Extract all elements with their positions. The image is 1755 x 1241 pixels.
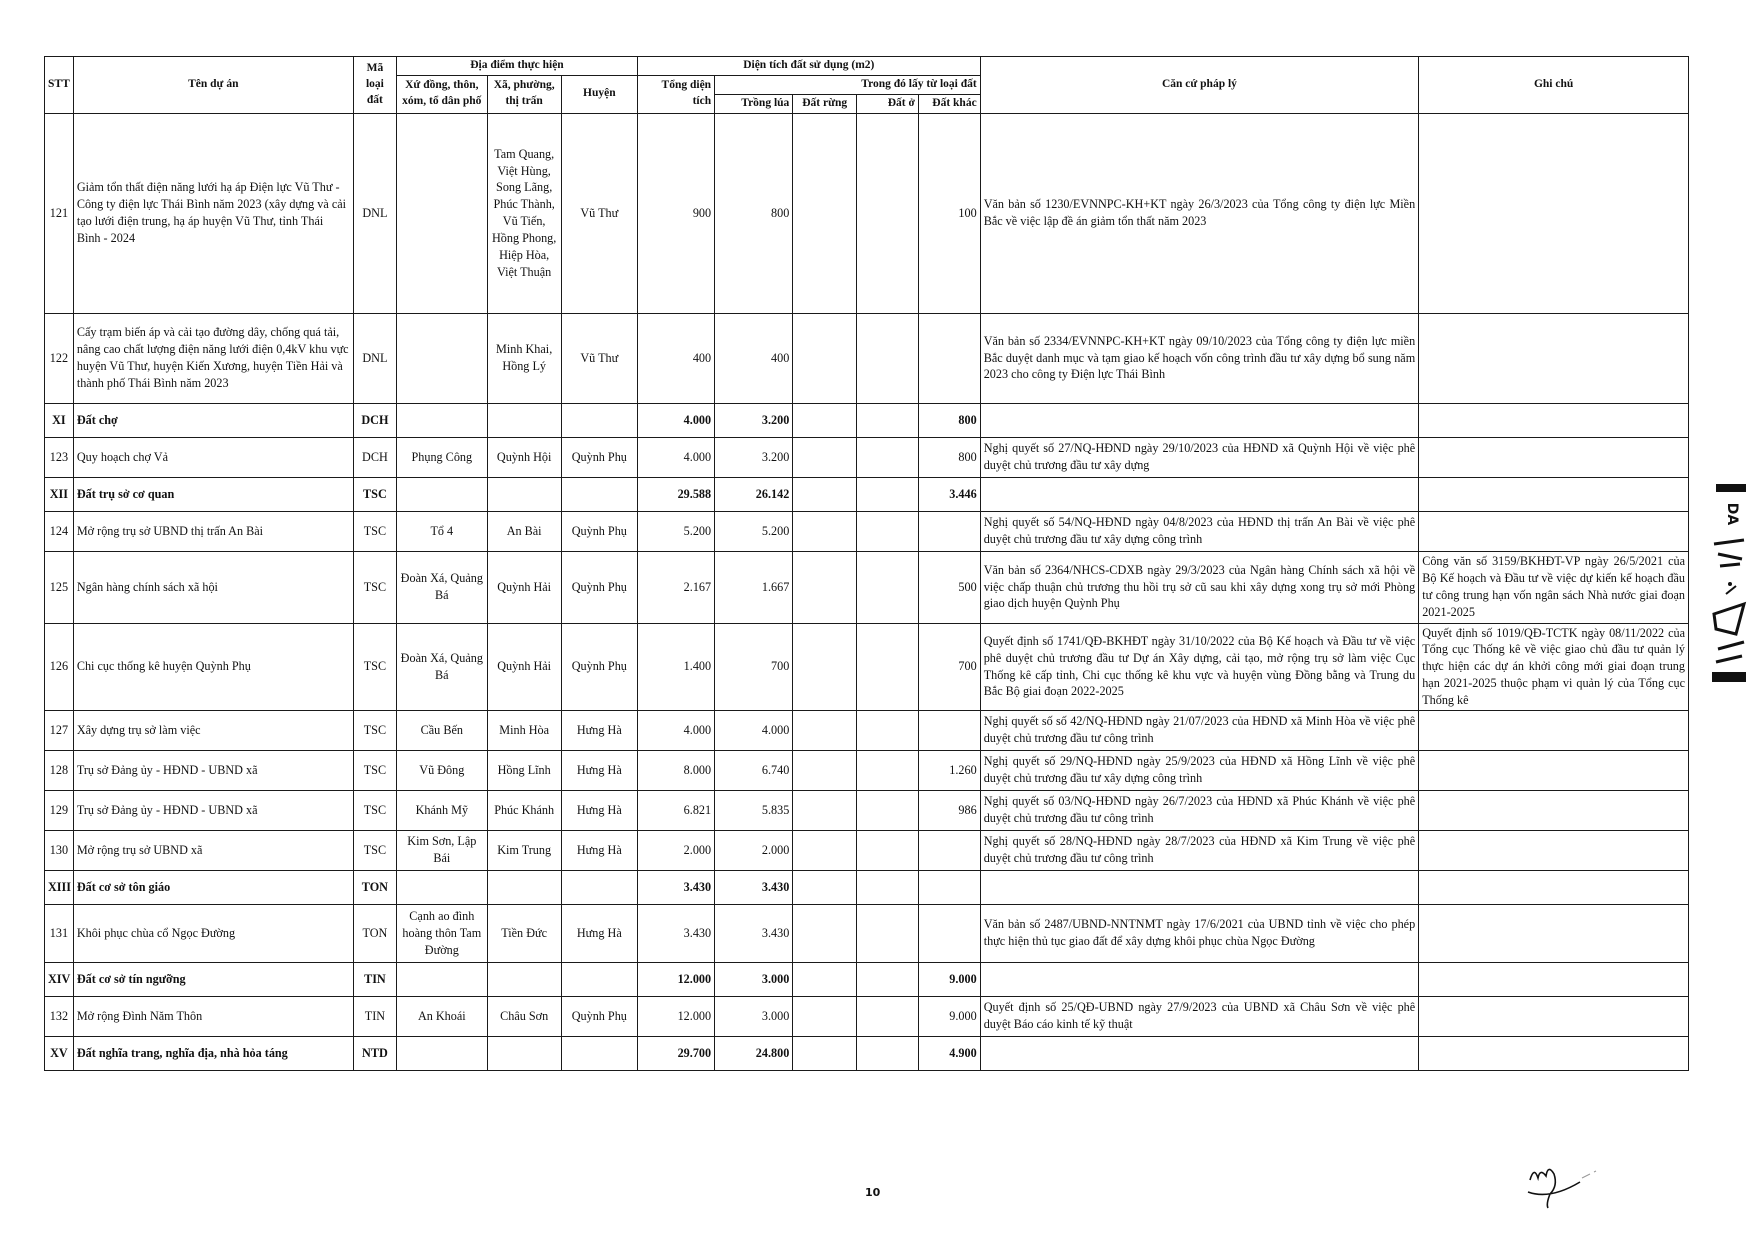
legal-basis-cell: Văn bản số 2334/EVNNPC-KH+KT ngày 09/10/2023 của Tổng công ty điện lực miền Bắc duyệt danh mục và tạm giao kế hoạch vốn công trình đầu tư xây dựng bổ sung năm 2023 cho công ty Điện lực Thái Bình (980, 313, 1419, 403)
land-code-cell: TON (353, 870, 396, 904)
legal-basis-cell (980, 403, 1419, 437)
residential-area-cell (857, 403, 919, 437)
stt-cell: XIV (45, 962, 74, 996)
legal-basis-cell (980, 1036, 1419, 1070)
svg-text:DA: DA (1724, 502, 1740, 526)
total-area-cell: 3.430 (637, 904, 714, 962)
table-header (45, 57, 1689, 114)
col-legal-basis: Căn cứ pháp lý (980, 57, 1419, 114)
notes-cell (1419, 511, 1689, 551)
district-cell: Quỳnh Phụ (561, 623, 637, 710)
forest-area-cell (793, 996, 857, 1036)
residential-area-cell (857, 962, 919, 996)
district-cell: Quỳnh Phụ (561, 511, 637, 551)
other-area-cell (918, 904, 980, 962)
col-commune: Xã, phường, thị trấn (487, 75, 561, 113)
residential-area-cell (857, 904, 919, 962)
table-row (45, 904, 1689, 962)
forest-area-cell (793, 710, 857, 750)
commune-cell (487, 870, 561, 904)
forest-area-cell (793, 313, 857, 403)
district-cell: Quỳnh Phụ (561, 996, 637, 1036)
project-name-cell: Mở rộng trụ sở UBND xã (73, 830, 353, 870)
section-row (45, 403, 1689, 437)
table-row (45, 710, 1689, 750)
legal-basis-cell: Nghị quyết số 29/NQ-HĐND ngày 25/9/2023 của HĐND xã Hồng Lĩnh về việc phê duyệt chủ trương đầu tư xây dựng công trình (980, 750, 1419, 790)
legal-basis-cell: Nghị quyết số 27/NQ-HĐND ngày 29/10/2023 của HĐND xã Quỳnh Hội về việc phê duyệt chủ trương đầu tư xây dựng (980, 437, 1419, 477)
project-name-cell: Đất chợ (73, 403, 353, 437)
legal-basis-cell: Nghị quyết số 28/NQ-HĐND ngày 28/7/2023 của HĐND xã Kim Trung về việc phê duyệt chủ trương đầu tư công trình (980, 830, 1419, 870)
commune-cell: Kim Trung (487, 830, 561, 870)
notes-cell (1419, 113, 1689, 313)
other-area-cell: 800 (918, 437, 980, 477)
other-area-cell (918, 830, 980, 870)
commune-cell: Tam Quang, Việt Hùng, Song Lãng, Phúc Thành, Vũ Tiến, Hồng Phong, Hiệp Hòa, Việt Thuận (487, 113, 561, 313)
legal-basis-cell: Quyết định số 25/QĐ-UBND ngày 27/9/2023 của UBND xã Châu Sơn về việc phê duyệt Báo cáo kinh tế kỹ thuật (980, 996, 1419, 1036)
hamlet-cell (397, 403, 488, 437)
rice-area-cell: 5.835 (715, 790, 793, 830)
residential-area-cell (857, 313, 919, 403)
rice-area-cell: 26.142 (715, 477, 793, 511)
forest-area-cell (793, 904, 857, 962)
stt-cell: 127 (45, 710, 74, 750)
other-area-cell (918, 313, 980, 403)
table-row (45, 790, 1689, 830)
commune-cell (487, 962, 561, 996)
total-area-cell: 4.000 (637, 437, 714, 477)
stt-cell: 126 (45, 623, 74, 710)
commune-cell: Châu Sơn (487, 996, 561, 1036)
hamlet-cell (397, 1036, 488, 1070)
commune-cell (487, 1036, 561, 1070)
other-area-cell: 1.260 (918, 750, 980, 790)
project-name-cell: Trụ sở Đảng ủy - HĐND - UBND xã (73, 790, 353, 830)
stt-cell: 129 (45, 790, 74, 830)
rice-area-cell: 3.200 (715, 437, 793, 477)
col-stt: STT (45, 57, 74, 114)
notes-cell: Quyết định số 1019/QĐ-TCTK ngày 08/11/2022 của Tổng cục Thống kê về việc giao chủ đầu tư quản lý thực hiện các dự án khởi công mới giai đoạn trung hạn 2021-2025 thuộc phạm vi quản lý của Tổng cục Thống kê (1419, 623, 1689, 710)
project-name-cell: Đất nghĩa trang, nghĩa địa, nhà hỏa táng (73, 1036, 353, 1070)
project-name-cell: Quy hoạch chợ Vả (73, 437, 353, 477)
stt-cell: 124 (45, 511, 74, 551)
hamlet-cell: Cạnh ao đình hoàng thôn Tam Đường (397, 904, 488, 962)
residential-area-cell (857, 870, 919, 904)
total-area-cell: 3.430 (637, 870, 714, 904)
land-code-cell: DCH (353, 403, 396, 437)
col-residential: Đất ở (857, 94, 919, 113)
residential-area-cell (857, 511, 919, 551)
residential-area-cell (857, 790, 919, 830)
commune-cell: Quỳnh Hội (487, 437, 561, 477)
project-name-cell: Đất cơ sở tôn giáo (73, 870, 353, 904)
other-area-cell (918, 870, 980, 904)
total-area-cell: 12.000 (637, 996, 714, 1036)
legal-basis-cell (980, 477, 1419, 511)
district-cell: Hưng Hà (561, 830, 637, 870)
forest-area-cell (793, 511, 857, 551)
rice-area-cell: 3.000 (715, 996, 793, 1036)
table-row (45, 750, 1689, 790)
seal-stamp-icon (1706, 484, 1750, 684)
notes-cell (1419, 750, 1689, 790)
notes-cell (1419, 313, 1689, 403)
notes-cell (1419, 1036, 1689, 1070)
stt-cell: 131 (45, 904, 74, 962)
rice-area-cell: 400 (715, 313, 793, 403)
land-code-cell: TSC (353, 750, 396, 790)
district-cell: Quỳnh Phụ (561, 551, 637, 623)
forest-area-cell (793, 1036, 857, 1070)
total-area-cell: 2.167 (637, 551, 714, 623)
legal-basis-cell: Văn bản số 1230/EVNNPC-KH+KT ngày 26/3/2023 của Tổng công ty điện lực Miền Bắc về việc lập đề án giảm tổn thất năm 2023 (980, 113, 1419, 313)
residential-area-cell (857, 551, 919, 623)
residential-area-cell (857, 710, 919, 750)
legal-basis-cell: Nghị quyết số 54/NQ-HĐND ngày 04/8/2023 của HĐND thị trấn An Bài về việc phê duyệt chủ trương đầu tư xây dựng công trình (980, 511, 1419, 551)
hamlet-cell (397, 313, 488, 403)
notes-cell (1419, 904, 1689, 962)
rice-area-cell: 3.430 (715, 870, 793, 904)
col-group-area: Diện tích đất sử dụng (m2) (637, 57, 980, 76)
table-row (45, 437, 1689, 477)
other-area-cell: 100 (918, 113, 980, 313)
table-row (45, 313, 1689, 403)
forest-area-cell (793, 790, 857, 830)
commune-cell: Tiền Đức (487, 904, 561, 962)
notes-cell (1419, 830, 1689, 870)
col-other: Đất khác (918, 94, 980, 113)
land-code-cell: TSC (353, 830, 396, 870)
notes-cell (1419, 870, 1689, 904)
rice-area-cell: 24.800 (715, 1036, 793, 1070)
forest-area-cell (793, 870, 857, 904)
notes-cell (1419, 996, 1689, 1036)
land-code-cell: DCH (353, 437, 396, 477)
project-name-cell: Ngân hàng chính sách xã hội (73, 551, 353, 623)
project-name-cell: Khôi phục chùa cổ Ngọc Đường (73, 904, 353, 962)
project-name-cell: Trụ sở Đảng ủy - HĐND - UBND xã (73, 750, 353, 790)
land-code-cell: TSC (353, 790, 396, 830)
other-area-cell: 500 (918, 551, 980, 623)
forest-area-cell (793, 113, 857, 313)
notes-cell: Công văn số 3159/BKHĐT-VP ngày 26/5/2021 của Bộ Kế hoạch và Đầu tư về việc dự kiến kế hoạch đầu tư công trung hạn vốn ngân sách Nhà nước giai đoạn 2021-2025 (1419, 551, 1689, 623)
total-area-cell: 400 (637, 313, 714, 403)
land-code-cell: TSC (353, 551, 396, 623)
project-name-cell: Mở rộng Đình Năm Thôn (73, 996, 353, 1036)
project-name-cell: Chi cục thống kê huyện Quỳnh Phụ (73, 623, 353, 710)
residential-area-cell (857, 477, 919, 511)
stt-cell: XV (45, 1036, 74, 1070)
legal-basis-cell: Nghị quyết số 03/NQ-HĐND ngày 26/7/2023 của HĐND xã Phúc Khánh về việc phê duyệt chủ trương đầu tư công trình (980, 790, 1419, 830)
col-land-code: Mã loại đất (353, 57, 396, 114)
district-cell: Hưng Hà (561, 904, 637, 962)
land-code-cell: TSC (353, 477, 396, 511)
forest-area-cell (793, 437, 857, 477)
commune-cell: Quỳnh Hải (487, 623, 561, 710)
residential-area-cell (857, 750, 919, 790)
commune-cell (487, 403, 561, 437)
total-area-cell: 1.400 (637, 623, 714, 710)
commune-cell: An Bài (487, 511, 561, 551)
commune-cell: Minh Hòa (487, 710, 561, 750)
notes-cell (1419, 403, 1689, 437)
hamlet-cell: Đoàn Xá, Quảng Bá (397, 623, 488, 710)
legal-basis-cell (980, 870, 1419, 904)
stt-cell: 121 (45, 113, 74, 313)
forest-area-cell (793, 623, 857, 710)
land-use-projects-table (44, 56, 1689, 1071)
signature-icon (1520, 1160, 1610, 1210)
residential-area-cell (857, 830, 919, 870)
col-hamlet: Xứ đồng, thôn, xóm, tổ dân phố (397, 75, 488, 113)
residential-area-cell (857, 437, 919, 477)
project-name-cell: Đất cơ sở tín ngưỡng (73, 962, 353, 996)
hamlet-cell: Vũ Đông (397, 750, 488, 790)
legal-basis-cell: Văn bản số 2364/NHCS-CDXB ngày 29/3/2023 của Ngân hàng Chính sách xã hội về việc chấp thuận chủ trương thu hồi trụ sở cũ sau khi xây dựng xong trụ sở mới Phòng giao dịch huyện Quỳnh Phụ (980, 551, 1419, 623)
forest-area-cell (793, 830, 857, 870)
district-cell (561, 403, 637, 437)
hamlet-cell: An Khoái (397, 996, 488, 1036)
other-area-cell: 4.900 (918, 1036, 980, 1070)
rice-area-cell: 1.667 (715, 551, 793, 623)
forest-area-cell (793, 551, 857, 623)
table-row (45, 551, 1689, 623)
forest-area-cell (793, 477, 857, 511)
land-code-cell: NTD (353, 1036, 396, 1070)
district-cell: Quỳnh Phụ (561, 437, 637, 477)
section-row (45, 962, 1689, 996)
col-district: Huyện (561, 75, 637, 113)
land-code-cell: TON (353, 904, 396, 962)
stt-cell: 123 (45, 437, 74, 477)
land-code-cell: TSC (353, 623, 396, 710)
forest-area-cell (793, 750, 857, 790)
project-name-cell: Đất trụ sở cơ quan (73, 477, 353, 511)
commune-cell (487, 477, 561, 511)
legal-basis-cell: Quyết định số 1741/QĐ-BKHĐT ngày 31/10/2022 của Bộ Kế hoạch và Đầu tư về việc phê duyệt chủ trương đầu tư Dự án Xây dựng, cải tạo, mở rộng trụ sở làm việc Cục Thống kê cấp tỉnh, Chi cục thống kê khu vực và huyện vùng Đồng bằng và Trung du Bắc Bộ giai đoạn 2022-2025 (980, 623, 1419, 710)
stt-cell: XI (45, 403, 74, 437)
table-row (45, 511, 1689, 551)
table-row (45, 623, 1689, 710)
col-rice: Trồng lúa (715, 94, 793, 113)
land-code-cell: TSC (353, 710, 396, 750)
land-code-cell: DNL (353, 313, 396, 403)
section-row (45, 870, 1689, 904)
total-area-cell: 4.000 (637, 710, 714, 750)
land-code-cell: TIN (353, 996, 396, 1036)
legal-basis-cell: Nghị quyết số số 42/NQ-HĐND ngày 21/07/2023 của HĐND xã Minh Hòa về việc phê duyệt chủ trương đầu tư công trình (980, 710, 1419, 750)
commune-cell: Phúc Khánh (487, 790, 561, 830)
district-cell: Hưng Hà (561, 790, 637, 830)
hamlet-cell: Khánh Mỹ (397, 790, 488, 830)
col-total-area: Tổng diện tích (637, 75, 714, 113)
district-cell: Hưng Hà (561, 750, 637, 790)
hamlet-cell (397, 962, 488, 996)
total-area-cell: 29.588 (637, 477, 714, 511)
hamlet-cell: Đoàn Xá, Quảng Bá (397, 551, 488, 623)
land-code-cell: TIN (353, 962, 396, 996)
total-area-cell: 5.200 (637, 511, 714, 551)
notes-cell (1419, 962, 1689, 996)
rice-area-cell: 800 (715, 113, 793, 313)
total-area-cell: 2.000 (637, 830, 714, 870)
commune-cell: Hồng Lĩnh (487, 750, 561, 790)
stt-cell: XIII (45, 870, 74, 904)
rice-area-cell: 700 (715, 623, 793, 710)
section-row (45, 477, 1689, 511)
rice-area-cell: 4.000 (715, 710, 793, 750)
other-area-cell: 9.000 (918, 962, 980, 996)
legal-basis-cell (980, 962, 1419, 996)
land-code-cell: DNL (353, 113, 396, 313)
hamlet-cell (397, 870, 488, 904)
other-area-cell: 700 (918, 623, 980, 710)
district-cell (561, 1036, 637, 1070)
rice-area-cell: 3.200 (715, 403, 793, 437)
other-area-cell (918, 511, 980, 551)
col-forest: Đất rừng (793, 94, 857, 113)
project-name-cell: Cấy trạm biến áp và cải tạo đường dây, chống quá tải, nâng cao chất lượng điện năng lưới điện 0,4kV khu vực huyện Vũ Thư, huyện Kiến Xương, huyện Tiền Hải và thành phố Thái Bình năm 2023 (73, 313, 353, 403)
residential-area-cell (857, 1036, 919, 1070)
other-area-cell (918, 710, 980, 750)
stt-cell: 122 (45, 313, 74, 403)
forest-area-cell (793, 403, 857, 437)
hamlet-cell: Phụng Công (397, 437, 488, 477)
notes-cell (1419, 710, 1689, 750)
total-area-cell: 8.000 (637, 750, 714, 790)
other-area-cell: 800 (918, 403, 980, 437)
table-body (45, 113, 1689, 1070)
hamlet-cell: Kim Sơn, Lập Bái (397, 830, 488, 870)
residential-area-cell (857, 623, 919, 710)
stt-cell: 128 (45, 750, 74, 790)
notes-cell (1419, 437, 1689, 477)
commune-cell: Quỳnh Hải (487, 551, 561, 623)
district-cell (561, 870, 637, 904)
other-area-cell: 9.000 (918, 996, 980, 1036)
forest-area-cell (793, 962, 857, 996)
total-area-cell: 900 (637, 113, 714, 313)
total-area-cell: 6.821 (637, 790, 714, 830)
total-area-cell: 29.700 (637, 1036, 714, 1070)
stt-cell: 130 (45, 830, 74, 870)
col-group-from-land: Trong đó lấy từ loại đất (715, 75, 981, 94)
project-name-cell: Xây dựng trụ sở làm việc (73, 710, 353, 750)
rice-area-cell: 2.000 (715, 830, 793, 870)
legal-basis-cell: Văn bản số 2487/UBND-NNTNMT ngày 17/6/2021 của UBND tỉnh về việc cho phép thực hiện thủ tục giao đất để xây dựng khôi phục chùa Ngọc Đường (980, 904, 1419, 962)
notes-cell (1419, 790, 1689, 830)
rice-area-cell: 3.430 (715, 904, 793, 962)
stt-cell: 125 (45, 551, 74, 623)
rice-area-cell: 3.000 (715, 962, 793, 996)
district-cell: Vũ Thư (561, 313, 637, 403)
page-number: 10 (865, 1186, 881, 1199)
table-row (45, 830, 1689, 870)
col-notes: Ghi chú (1419, 57, 1689, 114)
hamlet-cell: Cầu Bến (397, 710, 488, 750)
land-code-cell: TSC (353, 511, 396, 551)
district-cell (561, 477, 637, 511)
stt-cell: 132 (45, 996, 74, 1036)
district-cell: Vũ Thư (561, 113, 637, 313)
project-name-cell: Mở rộng trụ sở UBND thị trấn An Bài (73, 511, 353, 551)
rice-area-cell: 6.740 (715, 750, 793, 790)
residential-area-cell (857, 113, 919, 313)
rice-area-cell: 5.200 (715, 511, 793, 551)
district-cell: Hưng Hà (561, 710, 637, 750)
hamlet-cell (397, 113, 488, 313)
section-row (45, 1036, 1689, 1070)
total-area-cell: 4.000 (637, 403, 714, 437)
hamlet-cell: Tổ 4 (397, 511, 488, 551)
table-row (45, 996, 1689, 1036)
other-area-cell: 3.446 (918, 477, 980, 511)
commune-cell: Minh Khai, Hồng Lý (487, 313, 561, 403)
col-project-name: Tên dự án (73, 57, 353, 114)
residential-area-cell (857, 996, 919, 1036)
notes-cell (1419, 477, 1689, 511)
hamlet-cell (397, 477, 488, 511)
project-name-cell: Giảm tổn thất điện năng lưới hạ áp Điện lực Vũ Thư - Công ty điện lực Thái Bình năm 2023 (xây dựng và cải tạo lưới điện trung, hạ áp huyện Vũ Thư, tỉnh Thái Bình - 2024 (73, 113, 353, 313)
col-group-location: Địa điểm thực hiện (397, 57, 638, 76)
stt-cell: XII (45, 477, 74, 511)
other-area-cell: 986 (918, 790, 980, 830)
table-row (45, 113, 1689, 313)
district-cell (561, 962, 637, 996)
total-area-cell: 12.000 (637, 962, 714, 996)
